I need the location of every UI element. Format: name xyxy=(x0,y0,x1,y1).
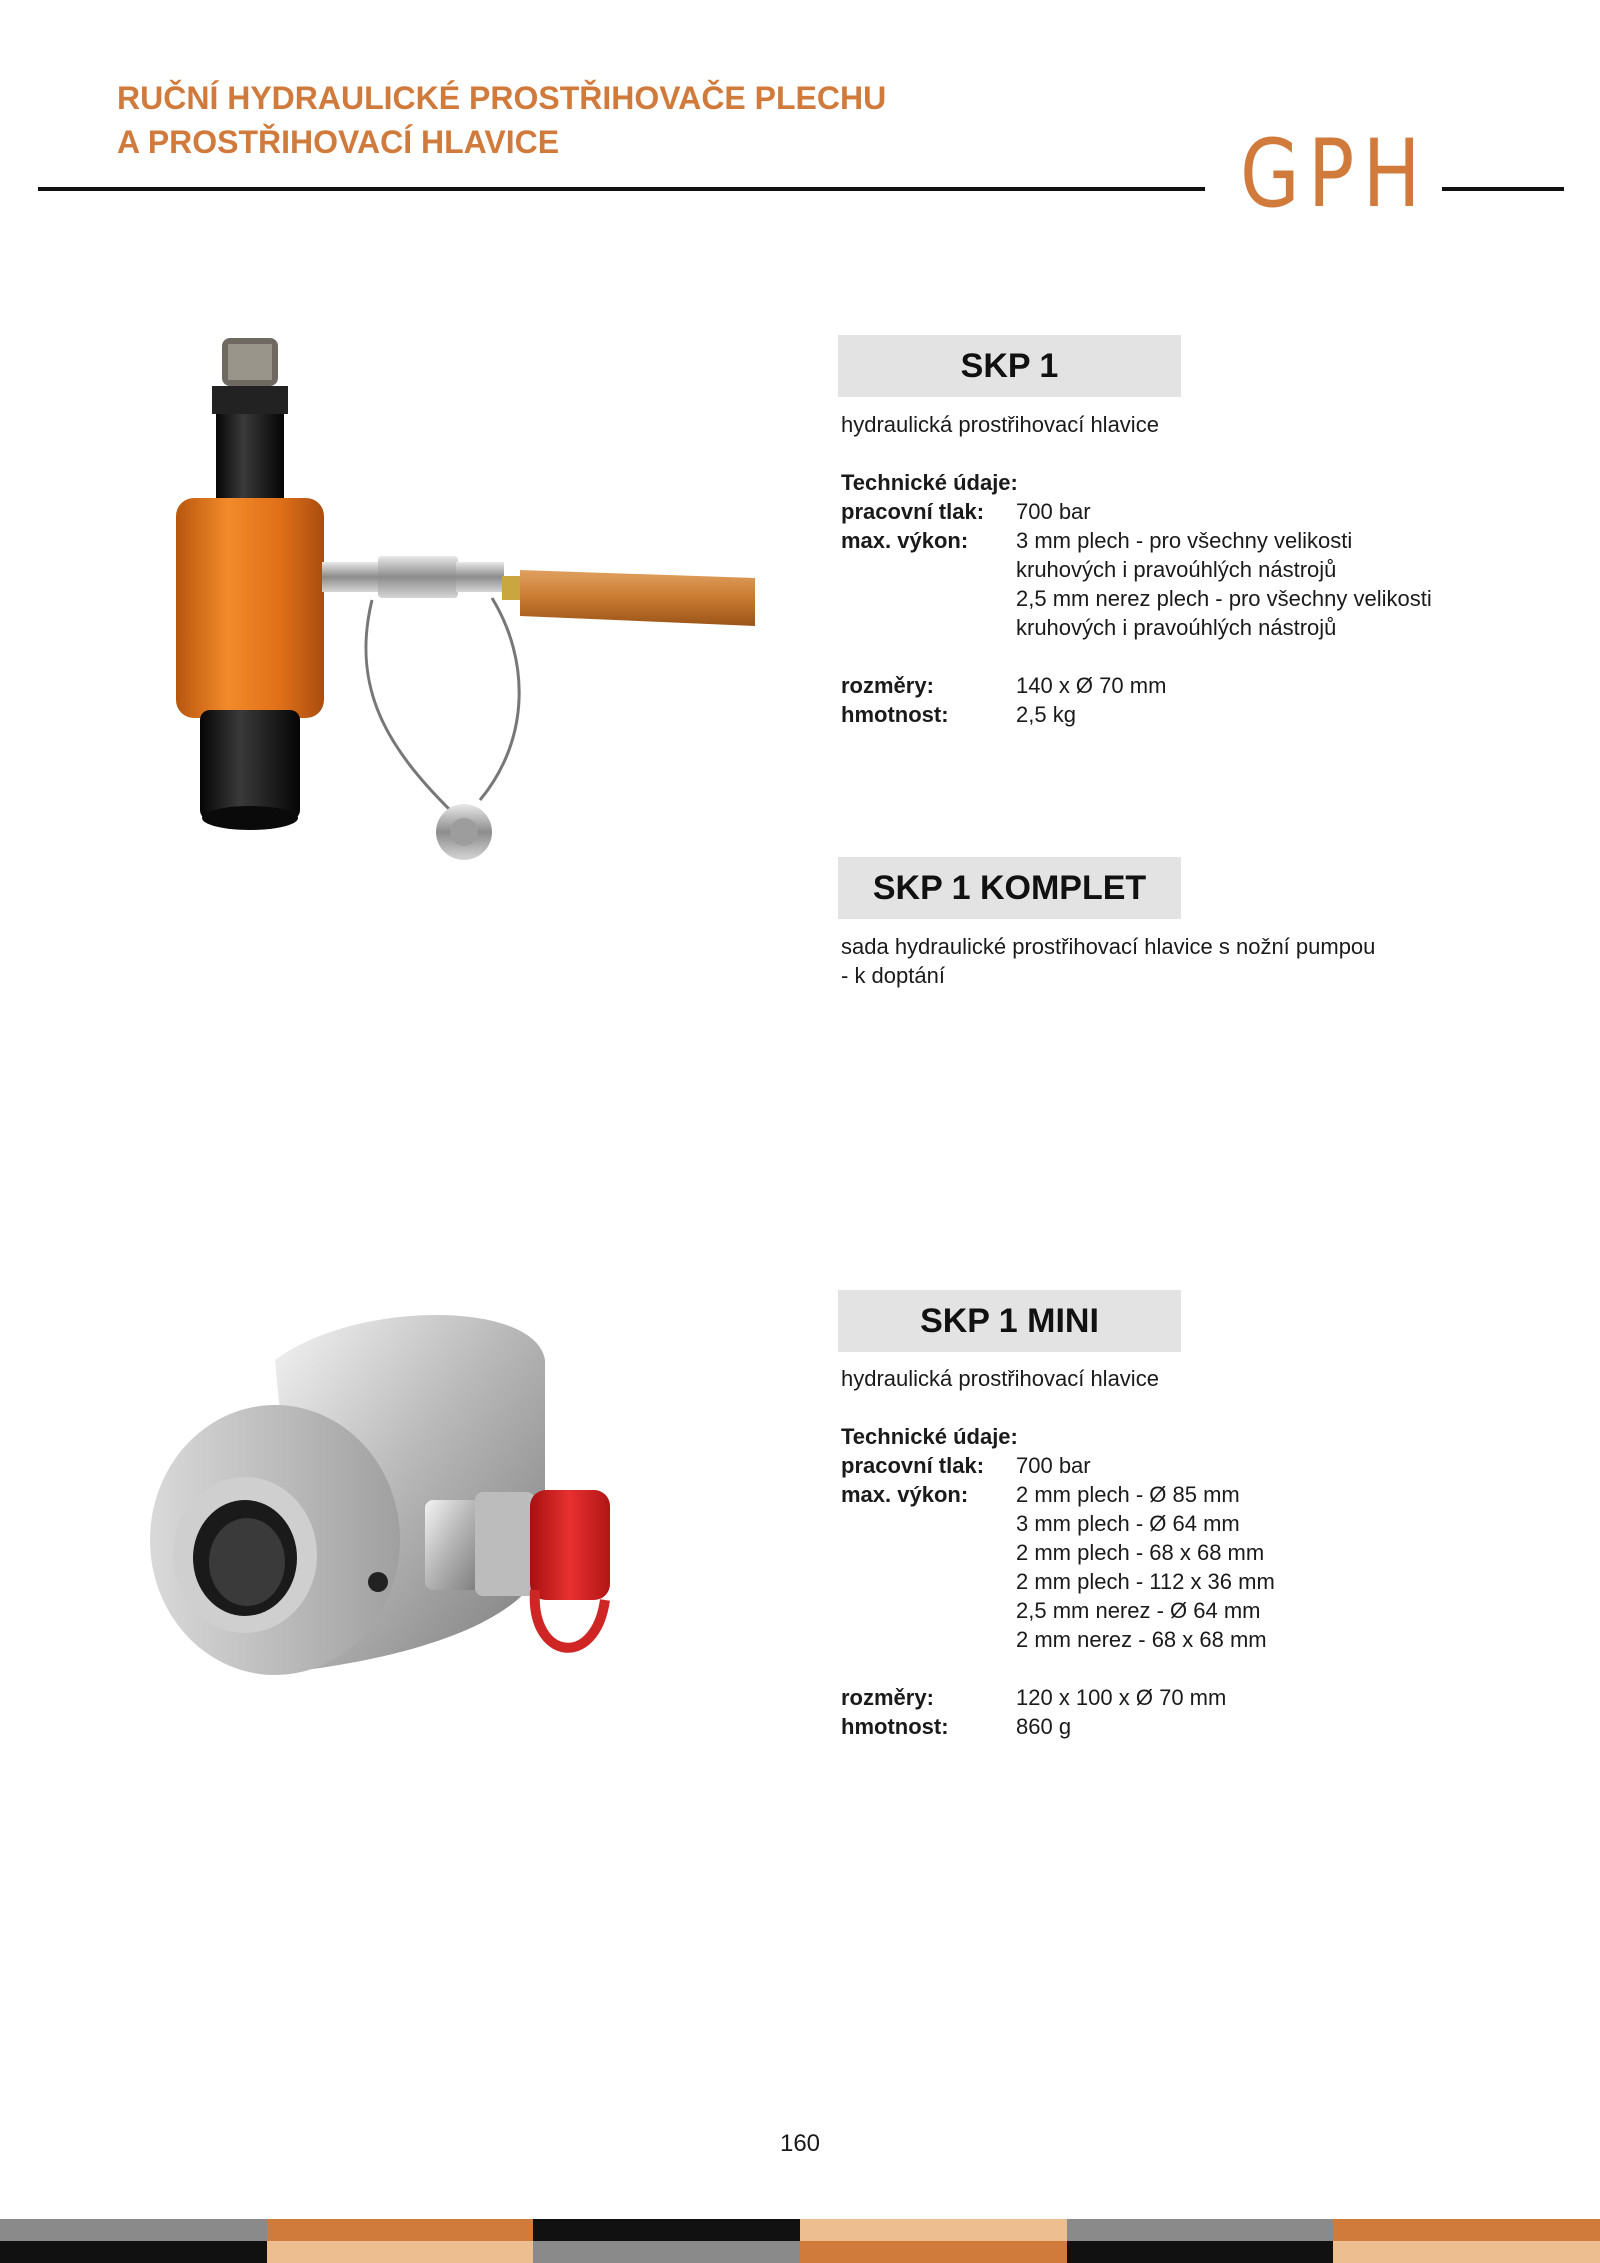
footer-segment xyxy=(1333,2219,1600,2241)
footer-segment xyxy=(267,2241,534,2263)
spec-value: 700 bar xyxy=(1016,1453,1091,1478)
footer-segment xyxy=(1067,2241,1334,2263)
footer-segment xyxy=(533,2241,800,2263)
page-number: 160 xyxy=(779,2130,821,2157)
spec-row xyxy=(841,1683,1275,1712)
spec-value: 860 g xyxy=(1016,1714,1072,1739)
spec-heading: Technické údaje: xyxy=(841,1424,1018,1449)
spec-value: 140 x Ø 70 mm xyxy=(1016,673,1167,698)
spec-table-skp1 xyxy=(841,468,1432,729)
spec-label: rozměry: xyxy=(841,1685,934,1710)
spec-row xyxy=(841,1451,1275,1480)
spec-value: 120 x 100 x Ø 70 mm xyxy=(1016,1685,1227,1710)
footer-segment xyxy=(1067,2219,1334,2241)
spec-value: 2 mm plech - Ø 85 mm 3 mm plech - Ø 64 mm 2 mm plech - 68 x 68 mm 2 mm plech - 112 x 36 mm 2,5 mm nerez - Ø 64 mm 2 mm nerez - 68 x 68 mm xyxy=(1016,1482,1275,1652)
spec-row xyxy=(841,1712,1275,1741)
footer-segment xyxy=(533,2219,800,2241)
spec-label: max. výkon: xyxy=(841,528,969,553)
spec-value: 3 mm plech - pro všechny velikosti kruhových i pravoúhlých nástrojů 2,5 mm nerez plech - pro všechny velikosti kruhových i pravoúhlých nástrojů xyxy=(1016,528,1432,640)
spec-label: hmotnost: xyxy=(841,1714,949,1739)
page-title xyxy=(117,76,886,164)
brand-logo: GPH xyxy=(1240,120,1429,229)
spec-row xyxy=(841,700,1432,729)
footer-bar-bottom xyxy=(0,2241,1600,2263)
footer-segment xyxy=(1333,2241,1600,2263)
product-description-skp1-komplet: sada hydraulické prostřihovací hlavice s nožní pumpou - k doptání xyxy=(841,934,1376,988)
footer-segment xyxy=(800,2219,1067,2241)
footer-segment xyxy=(0,2241,267,2263)
page-title-line-2: A PROSTŘIHOVACÍ HLAVICE xyxy=(117,124,560,160)
spec-row xyxy=(841,526,1432,642)
product-description-skp1: hydraulická prostřihovací hlavice xyxy=(841,412,1159,437)
product-title-skp1-komplet: SKP 1 KOMPLET xyxy=(838,857,1181,919)
product-title-skp1-mini: SKP 1 MINI xyxy=(838,1290,1181,1352)
spec-label: hmotnost: xyxy=(841,702,949,727)
skp1-mini-product-image xyxy=(125,1300,735,1720)
spec-heading: Technické údaje: xyxy=(841,470,1018,495)
spec-row xyxy=(841,1480,1275,1654)
spec-row xyxy=(841,497,1432,526)
spec-label: pracovní tlak: xyxy=(841,1453,985,1478)
product-title-skp1: SKP 1 xyxy=(838,335,1181,397)
footer-segment xyxy=(0,2219,267,2241)
spec-label: max. výkon: xyxy=(841,1482,969,1507)
footer-bar-top xyxy=(0,2219,1600,2241)
spec-label: rozměry: xyxy=(841,673,934,698)
spec-label: pracovní tlak: xyxy=(841,499,985,524)
header-rule-left xyxy=(38,187,1205,191)
header-rule-right xyxy=(1442,187,1564,191)
spec-value: 2,5 kg xyxy=(1016,702,1076,727)
footer-segment xyxy=(267,2219,534,2241)
product-description-skp1-mini: hydraulická prostřihovací hlavice xyxy=(841,1366,1159,1391)
spec-value: 700 bar xyxy=(1016,499,1091,524)
spec-table-skp1-mini xyxy=(841,1422,1275,1741)
skp1-product-image xyxy=(150,330,760,890)
footer-segment xyxy=(800,2241,1067,2263)
spec-row xyxy=(841,671,1432,700)
page-title-line-1: RUČNÍ HYDRAULICKÉ PROSTŘIHOVAČE PLECHU xyxy=(117,80,887,116)
